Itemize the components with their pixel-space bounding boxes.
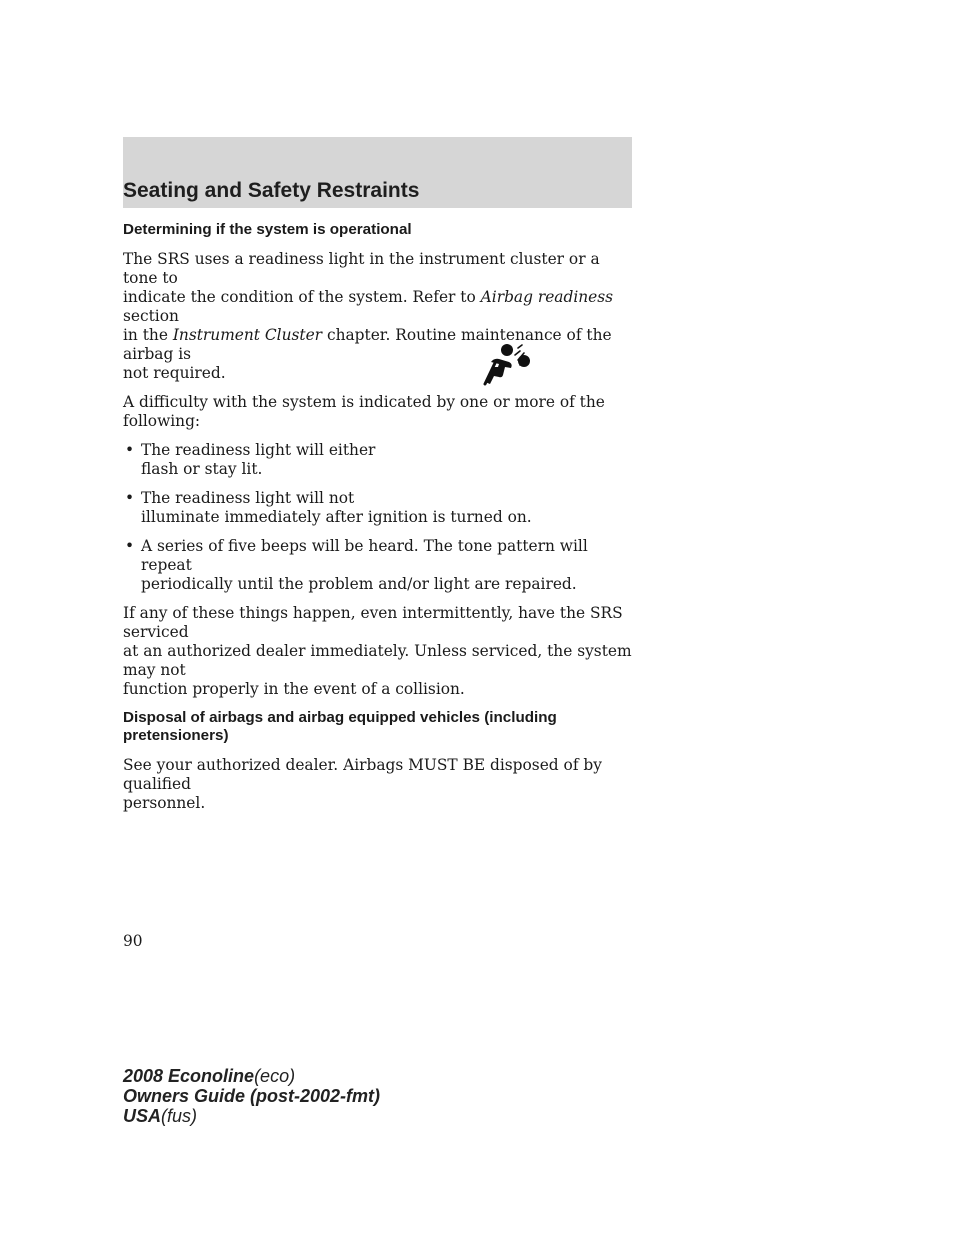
paragraph-difficulty: A difficulty with the system is indicated by one or more of the following: — [123, 392, 605, 430]
xref-instrument-cluster: Instrument Cluster — [172, 325, 323, 344]
xref-airbag-readiness: Airbag readiness — [480, 287, 614, 306]
bullet-mark: • — [125, 488, 135, 507]
list-item: • A series of five beeps will be heard. The tone pattern will repeat periodically until the problem and/or light are repaired. — [125, 536, 588, 593]
paragraph-disposal: See your authorized dealer. Airbags MUST BE disposed of by qualified personnel. — [123, 755, 602, 812]
paragraph-service: If any of these things happen, even intermittently, have the SRS serviced at an authorized dealer immediately. Unless serviced, the system may not function properly in the event of a collision. — [123, 603, 632, 698]
list-item: • The readiness light will either flash or stay lit. — [125, 440, 376, 478]
section-heading-operational: Determining if the system is operational — [123, 221, 412, 238]
page-number: 90 — [123, 932, 143, 950]
bullet-mark: • — [125, 536, 135, 555]
page-content — [123, 221, 638, 813]
bullet-list — [123, 441, 638, 594]
airbag-warning-icon — [482, 343, 534, 386]
list-item: • The readiness light will not illuminate immediately after ignition is turned on. — [125, 488, 532, 526]
bullet-mark: • — [125, 440, 135, 459]
document-footer: 2008 Econoline(eco) Owners Guide (post-2002-fmt) USA(fus) — [123, 1066, 381, 1126]
section-heading-disposal: Disposal of airbags and airbag equipped vehicles (including pretensioners) — [123, 708, 557, 744]
page-title: Seating and Safety Restraints — [123, 179, 420, 202]
paragraph-srs-readiness: The SRS uses a readiness light in the instrument cluster or a tone to indicate the condition of the system. Refer to Airbag readiness section in the Instrument Cluster chapter. Routine maintenance of the airbag is not required. — [123, 249, 614, 382]
